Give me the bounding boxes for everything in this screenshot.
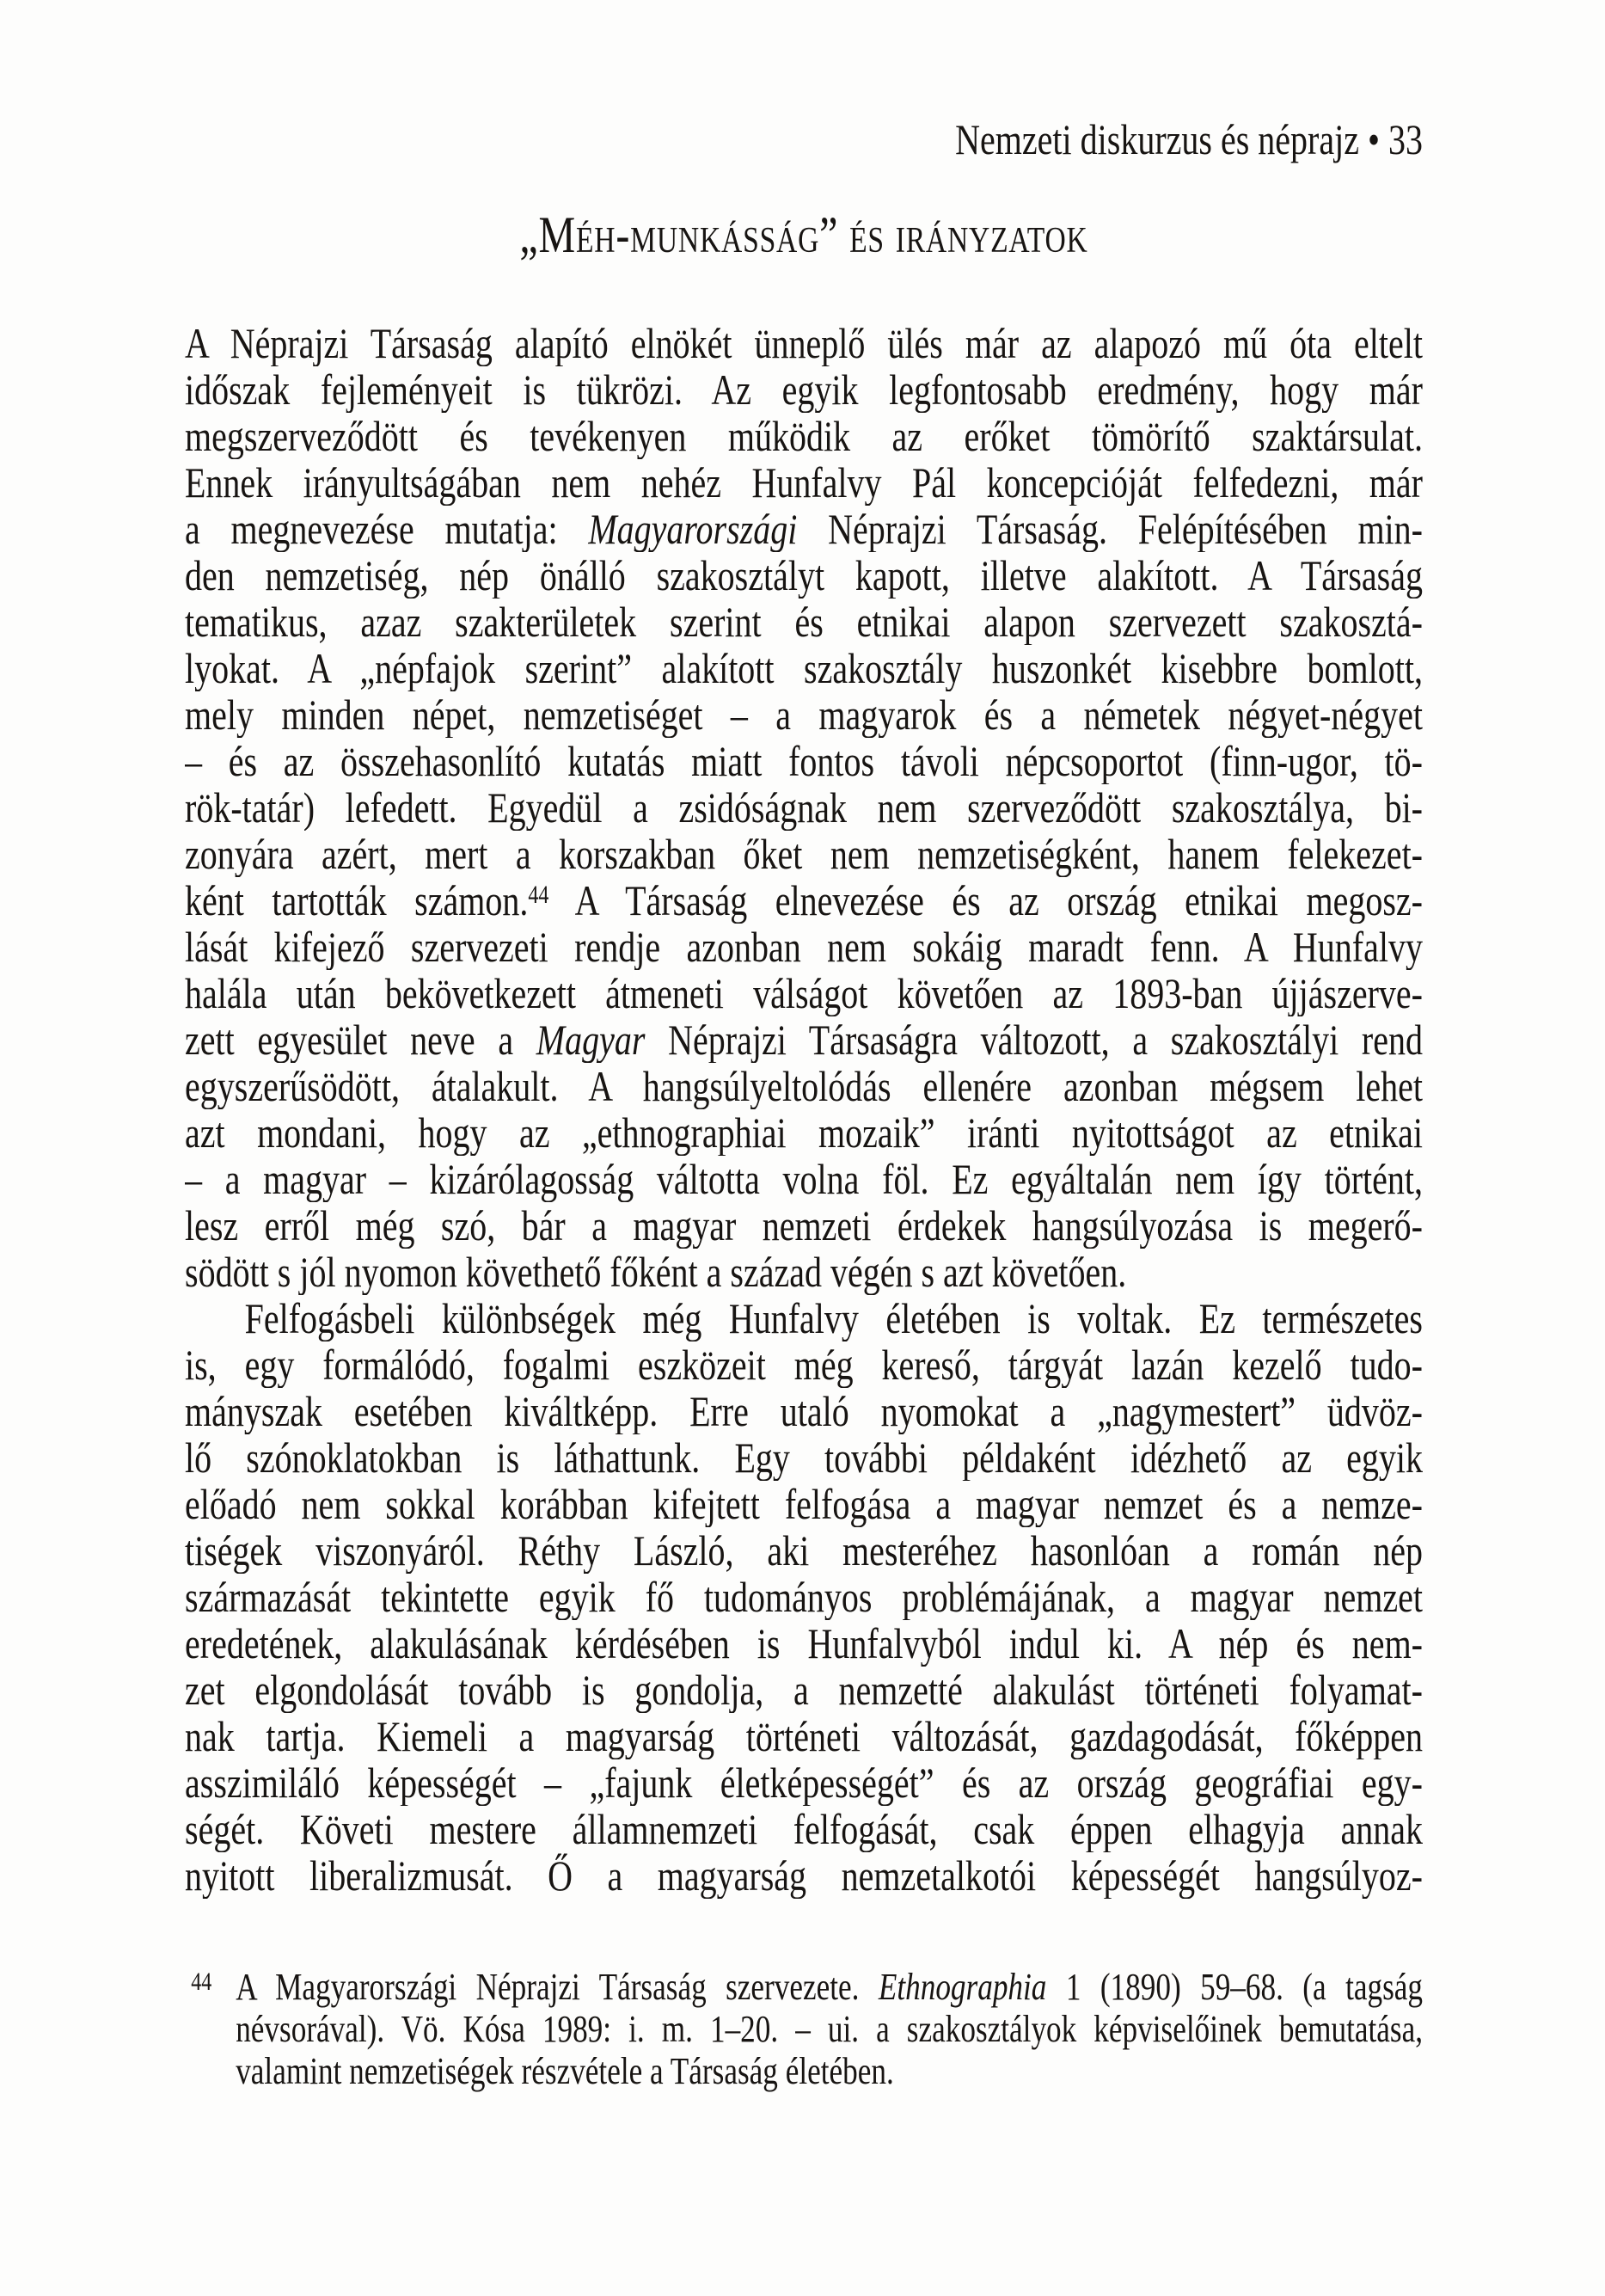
- body-line: lyokat. A „népfajok szerint” alakított szakosztály huszonkét kisebbre bomlott,: [185, 645, 1423, 691]
- body-line: tiségek viszonyáról. Réthy László, aki mesteréhez hasonlóan a román nép: [185, 1527, 1423, 1574]
- body-line: zet elgondolását tovább is gondolja, a nemzetté alakulást történeti folyamat-: [185, 1667, 1423, 1713]
- body-line: tematikus, azaz szakterületek szerint és etnikai alapon szervezett szakosztá-: [185, 599, 1423, 645]
- body-line: ségét. Követi mestere államnemzeti felfogását, csak éppen elhagyja annak: [185, 1806, 1423, 1852]
- body-line: azt mondani, hogy az „ethnographiai mozaik” iránti nyitottságot az etnikai: [185, 1109, 1423, 1156]
- body-line: södött s jól nyomon követhető főként a század végén s azt követően.: [185, 1249, 1127, 1295]
- text-column: [185, 0, 1423, 2296]
- body-line: származását tekintette egyik fő tudományos problémájának, a magyar nemzet: [185, 1574, 1423, 1620]
- body-line: lő szónoklatokban is láthattunk. Egy további példaként idézhető az egyik: [185, 1434, 1423, 1481]
- body-line: nyitott liberalizmusát. Ő a magyarság nemzetalkotói képességét hangsúlyoz-: [185, 1852, 1423, 1899]
- body-line: – és az összehasonlító kutatás miatt fontos távoli népcsoportot (finn-ugor, tö-: [185, 738, 1423, 784]
- body-line: mányszak esetében kiváltképp. Erre utaló nyomokat a „nagymestert” üdvöz-: [185, 1388, 1423, 1434]
- section-title: „Méh-munkásság” és irányzatok: [519, 206, 1088, 263]
- body-line: lását kifejező szervezeti rendje azonban nem sokáig maradt fenn. A Hunfalvy: [185, 924, 1423, 970]
- footnote: [185, 1966, 1423, 2092]
- body-line: egyszerűsödött, átalakult. A hangsúlyeltolódás ellenére azonban mégsem lehet: [185, 1063, 1423, 1109]
- footnote-line: A Magyarországi Néprajzi Társaság szervezete. Ethnographia 1 (1890) 59–68. (a tagság: [236, 1966, 1423, 2008]
- body-line: den nemzetiség, nép önálló szakosztályt kapott, illetve alakított. A Társaság: [185, 552, 1423, 599]
- body-line: halála után bekövetkezett átmeneti válságot követően az 1893-ban újjászerve-: [185, 970, 1423, 1016]
- body-line: mely minden népet, nemzetiséget – a magyarok és a németek négyet-négyet: [185, 691, 1423, 738]
- body-line: asszimiláló képességét – „fajunk életképességét” és az ország geográfiai egy-: [185, 1759, 1423, 1806]
- body-line: eredetének, alakulásának kérdésében is Hunfalvyból indul ki. A nép és nem-: [185, 1620, 1423, 1667]
- body-line: lesz erről még szó, bár a magyar nemzeti érdekek hangsúlyozása is megerő-: [185, 1202, 1423, 1249]
- body-line: A Néprajzi Társaság alapító elnökét ünneplő ülés már az alapozó mű óta eltelt: [185, 320, 1423, 366]
- body-line: időszak fejleményeit is tükrözi. Az egyik legfontosabb eredmény, hogy már: [185, 366, 1423, 413]
- footnote-line: névsorával). Vö. Kósa 1989: i. m. 1–20. – ui. a szakosztályok képviselőinek bemutatása,: [236, 2008, 1424, 2050]
- footnote-text: [185, 1966, 1423, 2092]
- body-line: Ennek irányultságában nem nehéz Hunfalvy Pál koncepcióját felfedezni, már: [185, 459, 1423, 506]
- body-line: előadó nem sokkal korábban kifejtett felfogása a magyar nemzet és a nemze-: [185, 1481, 1423, 1527]
- body-line: megszerveződött és tevékenyen működik az erőket tömörítő szaktársulat.: [185, 413, 1423, 459]
- footnote-marker: 44: [191, 1968, 212, 1996]
- body-line: zett egyesület neve a Magyar Néprajzi Társaságra változott, a szakosztályi rend: [185, 1016, 1423, 1063]
- body-line: is, egy formálódó, fogalmi eszközeit még kereső, tárgyát lazán kezelő tudo-: [185, 1341, 1423, 1388]
- body-text: [185, 320, 1423, 1899]
- running-header: Nemzeti diskurzus és néprajz • 33: [955, 115, 1423, 163]
- body-line: ként tartották számon.$^{44}$ A Társaság elnevezése és az ország etnikai megosz-: [185, 877, 1423, 924]
- body-line: zonyára azért, mert a korszakban őket nem nemzetiségként, hanem felekezet-: [185, 831, 1423, 877]
- body-line: Felfogásbeli különbségek még Hunfalvy életében is voltak. Ez természetes: [244, 1295, 1423, 1341]
- body-line: nak tartja. Kiemeli a magyarság történeti változását, gazdagodását, főképpen: [185, 1713, 1423, 1759]
- body-line: a megnevezése mutatja: Magyarországi Néprajzi Társaság. Felépítésében min-: [185, 506, 1423, 552]
- body-line: – a magyar – kizárólagosság váltotta volna föl. Ez egyáltalán nem így történt,: [185, 1156, 1423, 1202]
- footnote-line: valamint nemzetiségek részvétele a Társaság életében.: [236, 2050, 894, 2092]
- body-line: rök-tatár) lefedett. Egyedül a zsidóságnak nem szerveződött szakosztálya, bi-: [185, 784, 1423, 831]
